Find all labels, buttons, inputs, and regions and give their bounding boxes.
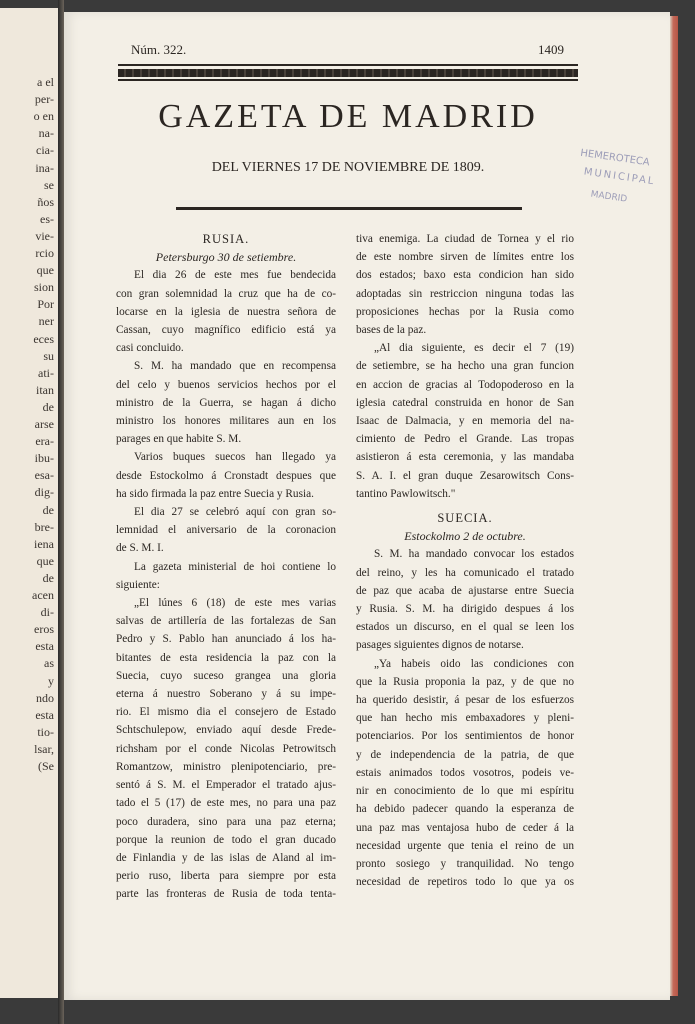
facing-page-fragment: su	[43, 348, 54, 363]
facing-page-fragment: cia-	[36, 143, 54, 158]
text-line: pronto sosiego y tranquilidad. No tengo	[356, 857, 574, 870]
facing-page-fragment: ibu-	[34, 451, 54, 466]
text-line: Pedro y S. Pablo han anunciado á los ha-	[116, 633, 336, 646]
text-line: Cassan, cuyo magnífico edificio está ya	[116, 324, 336, 337]
text-line: poco duradera, sino para una paz eterna;	[116, 815, 336, 828]
facing-page-fragment: (Se	[38, 759, 54, 773]
facing-page-fragment: de	[42, 570, 54, 585]
text-line: porque la reunion de todo el gran ducado	[116, 833, 336, 846]
text-line: S. M. ha mandado convocar los estados	[374, 548, 574, 561]
text-line: proposiciones hechas por la Rusia como	[356, 305, 574, 318]
text-line: parages en que habite S. M.	[116, 433, 242, 446]
dateline: DEL VIERNES 17 DE NOVIEMBRE DE 1809.	[211, 160, 485, 175]
facing-page-fragment: ina-	[35, 160, 54, 175]
facing-page-fragment: era-	[35, 434, 54, 449]
text-line: locarse en la iglesia de nuestra señora de	[116, 305, 336, 318]
facing-page-fragment: vie-	[35, 228, 54, 243]
text-line: con gran solemnidad la cruz que ha de co-	[116, 287, 336, 300]
text-line: necesidad de repetiros todo lo que ya os	[356, 876, 574, 889]
facing-page-fragment: ndo	[36, 690, 54, 705]
text-line: El dia 27 se celebró aquí con gran so-	[134, 506, 336, 519]
text-line: tantino Pawlowitsch."	[356, 487, 456, 500]
text-line: rio. El mismo dia el consejero de Estado	[116, 706, 336, 719]
text-line: bases de la paz.	[356, 324, 427, 337]
facing-page-fragment: iena	[34, 536, 54, 551]
text-line: eterna á nuestro Soberano y á su impe-	[116, 688, 336, 701]
text-line: Romantzow, ministro plenipotenciario, pre-	[116, 760, 336, 773]
facing-page-fragment: ños	[37, 194, 54, 209]
text-line: ministro los honores militares aun en los	[116, 415, 336, 428]
text-line: salvas de artillería de las fortalezas de San	[116, 615, 336, 628]
dateline-subheading: Petersburgo 30 de setiembre.	[155, 250, 297, 265]
facing-page-fragment: lsar,	[34, 741, 54, 756]
text-line: asistieron á esta ceremonia, y las mandaba	[356, 451, 574, 464]
facing-page-fragment: arse	[34, 417, 54, 431]
text-line: Varios buques suecos han llegado ya	[134, 451, 336, 464]
facing-page-fragment: de	[42, 399, 54, 414]
facing-page-fragment: dig-	[34, 485, 54, 500]
text-line: siguiente:	[116, 578, 160, 591]
facing-page-fragment: eros	[34, 622, 54, 637]
dateline-rule	[176, 207, 522, 210]
text-line: del celo y buenos servicios hechos por el	[116, 378, 336, 391]
text-line: cimiento de Pedro el Grande. Las tropas	[356, 433, 574, 446]
text-line: estados un discurso, en el qual se leen los	[356, 621, 574, 634]
text-line: perio ruso, liberta para siempre por esta	[116, 870, 336, 883]
facing-page-fragment: bre-	[34, 519, 54, 534]
text-line: adoptadas sin restriccion ninguna todas las	[356, 287, 574, 300]
text-line: ministro de la Guerra, se hagan á dicho	[116, 396, 336, 409]
facing-page-fragment: eces	[33, 331, 54, 346]
text-line: La gazeta ministerial de hoi contiene lo	[134, 560, 336, 573]
text-line: de este nombre sirven de límites entre los	[356, 251, 574, 264]
text-line: y Rusia. S. M. ha dirigido despues á los	[356, 603, 574, 616]
text-line: bitantes de esta residencia la paz con la	[116, 651, 336, 664]
library-stamp	[563, 143, 682, 233]
text-line: una paz mas ventajosa hubo de ceder á la	[356, 821, 574, 834]
text-line: lemnidad el aniversario de la coronacion	[116, 524, 336, 537]
text-line: tiva enemiga. La ciudad de Tornea y el rio	[356, 233, 574, 245]
text-line: dos estados; baxo esta condicion han sido	[356, 269, 574, 282]
masthead-title: GAZETA DE MADRID	[158, 98, 538, 135]
facing-page-fragment: a el	[37, 75, 54, 89]
header-ornament-band	[118, 69, 578, 77]
text-line: Suecia, cuyo suceso grangea una gloria	[116, 669, 336, 682]
text-line: desde Estockolmo á Cronstadt despues que	[116, 469, 336, 482]
facing-page-fragment: que	[36, 553, 54, 568]
facing-page-fragment: itan	[36, 382, 54, 397]
text-line: ha querido desistir, á pesar de los esfuerzos	[356, 694, 574, 707]
text-line: de paz que acaba de ajustarse entre Suecia	[356, 584, 574, 597]
text-line: pasages siguientes dignos de notarse.	[356, 639, 524, 652]
section-heading: RUSIA.	[202, 232, 250, 246]
text-line: nir en conocimiento de lo que mi espíritu	[356, 785, 574, 798]
text-line: „Ya habeis oido las condiciones con	[374, 657, 574, 670]
text-line: en accion de gracias al Todopoderoso en la	[356, 378, 574, 391]
right-column	[356, 230, 574, 891]
facing-page-fragment: ati-	[38, 365, 54, 380]
facing-page-fragment: de	[42, 502, 54, 517]
facing-page-fragment: o en	[33, 109, 54, 124]
issue-number: Núm. 322.	[131, 42, 187, 57]
text-line: S. A. I. el gran duque Zesarowitsch Cons-	[356, 469, 574, 482]
facing-page-fragment: que	[36, 263, 54, 278]
stamp-line-1: HEMEROTECA	[579, 147, 651, 169]
text-line: richsham por el conde Nicolas Petrowitsch	[116, 742, 336, 755]
text-line: S. M. ha mandado que en recompensa	[134, 360, 336, 373]
facing-page-fragment: esta	[35, 639, 54, 654]
facing-page-edge	[0, 8, 60, 998]
text-line: parte las fronteras de Rusia de toda tenta-	[116, 888, 336, 901]
facing-page-fragment: di-	[40, 605, 54, 620]
facing-page-fragment: se	[44, 177, 54, 192]
stamp-line-2: MUNICIPAL	[583, 166, 656, 188]
text-line: El dia 26 de este mes fue bendecida	[134, 269, 336, 282]
facing-page-fragment: Por	[37, 297, 54, 312]
facing-page-fragment: ner	[38, 314, 54, 329]
section-heading: SUECIA.	[437, 511, 493, 526]
facing-page-fragment: es-	[40, 211, 54, 226]
facing-page-fragment: tio-	[37, 724, 54, 739]
facing-page-fragment: esa-	[34, 468, 54, 483]
facing-page-fragment: na-	[38, 126, 54, 141]
text-line: potenciarios. Por los sentimientos de honor	[356, 730, 574, 743]
text-line: iglesia catedral construida en honor de San	[356, 396, 574, 409]
facing-page-fragment: esta	[35, 707, 54, 722]
left-column	[116, 230, 336, 904]
text-line: casi concluido.	[116, 342, 184, 355]
text-line: necesidad urgente que tenia el reino de un	[356, 839, 574, 852]
text-line: „El lúnes 6 (18) de este mes varias	[134, 597, 336, 610]
text-line: Isaac de Dalmacia, y en memoria del na-	[356, 415, 574, 428]
text-line: „Al dia siguiente, es decir el 7 (19)	[374, 342, 574, 355]
facing-page-fragment: acen	[32, 588, 54, 602]
text-line: y de independencia de la patria, de que	[356, 748, 574, 761]
text-line: tado el 5 (17) de este mes, no para una paz	[116, 797, 336, 810]
text-line: ha sido firmada la paz entre Suecia y Rusia.	[116, 487, 314, 500]
header-rule-bottom	[118, 79, 578, 81]
text-line: estais animados todos vosotros, podeis ve-	[356, 766, 574, 779]
facing-page-fragment: sion	[33, 280, 54, 295]
text-line: Schtschulepow, enviado aquí desde Frede-	[116, 724, 336, 737]
text-line: sentó á S. M. el Emperador el tratado ajus-	[116, 779, 336, 792]
text-line: de setiembre, se ha hecho una gran funcion	[356, 360, 574, 373]
text-line: de S. M. I.	[116, 542, 164, 555]
header-rule-top	[118, 64, 578, 66]
text-line: que han hecho mis embaxadores y pleni-	[356, 712, 574, 725]
facing-page-fragment: rcio	[35, 246, 54, 260]
text-line: ha debido padecer quando la esperanza de	[356, 803, 574, 816]
text-line: del reino, y les ha comunicado el tratado	[356, 566, 574, 579]
text-line: de Finlandia y de las islas de Aland al im-	[116, 851, 336, 864]
dateline-subheading: Estockolmo 2 de octubre.	[404, 529, 526, 544]
stamp-line-3: MADRID	[590, 189, 628, 205]
facing-page-fragment: y	[48, 673, 54, 688]
facing-page-fragment: per-	[34, 92, 54, 107]
facing-page-fragment: as	[44, 656, 54, 671]
text-line: que la Rusia proponia la paz, y de que no	[356, 675, 574, 688]
page-number: 1409	[538, 42, 564, 57]
